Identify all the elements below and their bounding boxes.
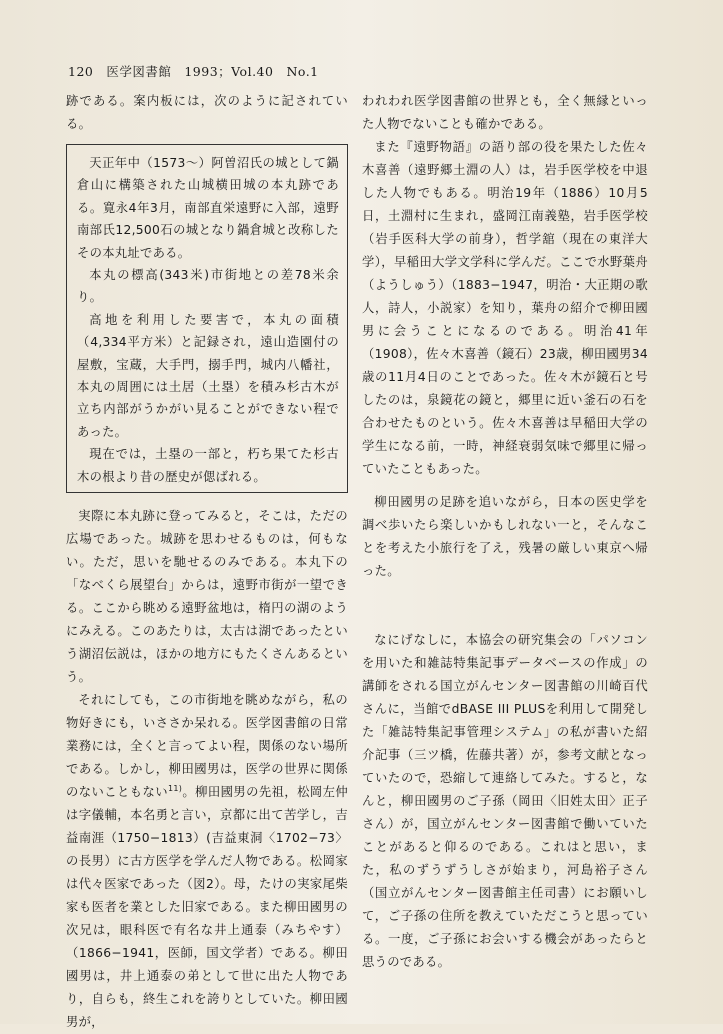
quote-paragraph: 現在では，土塁の一部と，朽ち果てた杉古木の根より昔の歴史が偲ばれる。 bbox=[77, 447, 339, 484]
body-paragraph: 実際に本丸跡に登ってみると，そこは，ただの広場であった。城跡を思わせるものは，何もない。ただ，思いを馳せるのみである。本丸下の「なべくら展望台」からは，遠野市街が一望できる。ここから眺める遠野盆地は，楕円の湖のようにみえる。このあたりは，太古は湖であったという湖沼伝説は，ほかの地方にもたくさんあるという。 bbox=[66, 509, 348, 685]
quote-paragraph: 本丸の標高(343米)市街地との差78米余り。 bbox=[77, 268, 339, 305]
right-column bbox=[362, 90, 648, 974]
body-paragraph: また『遠野物語』の語り部の役を果たした佐々木喜善（遠野郷土淵の人）は，岩手医学校を中退した人物でもある。明治19年（1886）10月5日，土淵村に生まれ，盛岡江南義塾，岩手医学校（岩手医科大学の前身），哲学舘（現在の東洋大学），早稲田大学文学科に学んだ。ここで水野葉舟（ようしゅう）（1883−1947，明治・大正期の歌人，詩人，小説家）を知り，葉舟の紹介で柳田國男に会うことになるのである。明治41年（1908），佐々木喜善（鏡石）23歳，柳田國男34歳の11月4日のことであった。佐々木が鏡石と号したのは，泉鏡花の鏡と，郷里に近い釜石の石を合わせたものという。佐々木喜善は早稲田大学の学生になる前，一時，神経衰弱気味で郷里に帰っていたこともあった。 bbox=[362, 140, 648, 476]
body-text: それにしても，この市街地を眺めながら，私の物好きにも，いささか呆れる。医学図書館の日常業務には，全くと言ってよい程，関係のない場所である。しかし，柳田國男は，医学の世界に関係のないこともない bbox=[66, 693, 348, 800]
body-text: 。柳田國男の先祖，松岡左仲は字儀輔，本名勇と言い，京都に出て苦学し，吉益南涯（1750−1813）(吉益東洞〈1702−73〉の長男）に古方医学を学んだ人物である。松岡家は代々医家であった（図2）。母，たけの実家尾柴家も医者を業とした旧家である。また柳田國男の次兄は，眼科医で有名な井上通泰（みちやす）（1866−1941，医師，国文学者）である。柳田國男は，井上通泰の弟として世に出た人物であり，自らも，終生これを誇りとしていた。柳田國男が， bbox=[66, 785, 348, 1030]
intro-paragraph: 跡である。案内板には，次のように記されている。 bbox=[66, 94, 348, 131]
left-column bbox=[66, 90, 348, 1034]
body-paragraph: 柳田國男の足跡を追いながら，日本の医史学を調べ歩いたら楽しいかもしれない一と，そんなことを考えた小旅行を了え，残暑の厳しい東京へ帰った。 bbox=[362, 495, 648, 578]
body-paragraph: なにげなしに，本協会の研究集会の「パソコンを用いた和雑誌特集記事データベースの作成」の講師をされる国立がんセンター図書館の川崎百代さんに，当館でdBASE III PLUSを利用して開発した「雑誌特集記事管理システム」の私が書いた紹介記事（三ツ橋，佐藤共著）が，参考文献となっていたので，恐縮して連絡してみた。すると，なんと，柳田國男のご子孫（岡田〈旧姓太田〉正子さん）が，国立がんセンター図書館で働いていたことがあると仰るのである。これはと思い，また，私のずうずうしさが始まり，河島裕子さん（国立がんセンター図書館主任司書）にお願いして，ご子孫の住所を教えていただこうと思っている。一度，ご子孫にお会いする機会があったらと思うのである。 bbox=[362, 633, 648, 969]
running-header: 120 医学図書館 1993；Vol.40 No.1 bbox=[68, 64, 319, 79]
body-paragraph: われわれ医学図書館の世界とも，全く無縁といった人物でないことも確かである。 bbox=[362, 94, 648, 131]
reference-marker: 11) bbox=[168, 784, 183, 793]
quote-paragraph: 天正年中（1573〜）阿曽沼氏の城として鍋倉山に構築された山城横田城の本丸跡である。寛永4年3月，南部直栄遠野に入部，遠野南部氏12,500石の城となり鍋倉城と改称したその本丸址である。 bbox=[77, 156, 339, 260]
body-paragraph bbox=[66, 689, 348, 1034]
quote-paragraph: 高地を利用した要害で，本丸の面積（4,334平方米）と記録され，遠山造園付の屋敷，宝蔵，大手門，搦手門，城内八幡社，本丸の周囲には土居（土塁）を積み杉古木が立ち内部がうかがい見ることができない程であった。 bbox=[77, 312, 339, 439]
signboard-quote-box bbox=[66, 144, 348, 493]
